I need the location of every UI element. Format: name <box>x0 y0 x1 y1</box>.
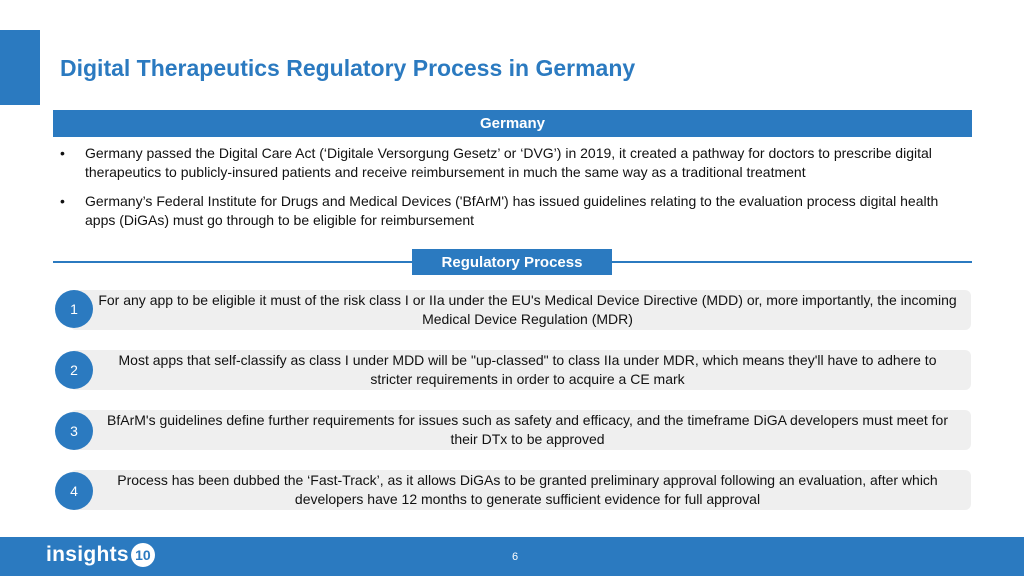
section-header-germany: Germany <box>53 110 972 137</box>
process-divider-left <box>53 261 412 263</box>
page-number: 6 <box>512 551 519 563</box>
insights10-logo <box>46 543 155 567</box>
bullet-item <box>60 144 960 182</box>
slide-title: Digital Therapeutics Regulatory Process in Germany <box>60 55 636 81</box>
bullet-text: Germany’s Federal Institute for Drugs and Medical Devices ('BfArM') has issued guidelines relating to the evaluation process digital health apps (DiGAs) must go through to be eligible for reimbursement <box>85 193 939 228</box>
step-number-badge: 3 <box>55 412 93 450</box>
bullet-marker: • <box>60 193 65 209</box>
step-text: Process has been dubbed the ‘Fast-Track’, as it allows DiGAs to be granted preliminary approval following an evaluation, after which developers have 12 months to generate sufficient evidence for full approval <box>117 472 938 507</box>
process-step-3 <box>70 410 971 450</box>
bullet-item <box>60 192 960 230</box>
process-step-1 <box>70 290 971 330</box>
step-number-badge: 1 <box>55 290 93 328</box>
process-step-4 <box>70 470 971 510</box>
process-step-2 <box>70 350 971 390</box>
bullet-marker: • <box>60 145 65 161</box>
logo-text: insights <box>46 543 129 566</box>
step-number-badge: 4 <box>55 472 93 510</box>
title-accent-bar <box>0 30 40 105</box>
step-text: BfArM's guidelines define further requirements for issues such as safety and efficacy, and the timeframe DiGA developers must meet for their DTx to be approved <box>107 412 948 447</box>
bullet-text: Germany passed the Digital Care Act (‘Digitale Versorgung Gesetz’ or ‘DVG’) in 2019, it created a pathway for doctors to prescribe digital therapeutics to publicly-insured patients and receive reimbursement in much the same way as a traditional treatment <box>85 145 932 180</box>
section-header-regulatory-process: Regulatory Process <box>412 249 612 275</box>
step-number-badge: 2 <box>55 351 93 389</box>
logo-badge: 10 <box>131 543 155 567</box>
footer-bar <box>0 537 1024 576</box>
step-text: Most apps that self-classify as class I under MDD will be "up-classed" to class IIa under MDR, which means they'll have to adhere to stricter requirements in order to acquire a CE mark <box>118 352 937 387</box>
bullet-list <box>60 144 960 240</box>
process-divider-right <box>612 261 972 263</box>
step-text: For any app to be eligible it must of the risk class I or IIa under the EU's Medical Device Directive (MDD) or, more importantly, the incoming Medical Device Regulation (MDR) <box>98 292 957 327</box>
